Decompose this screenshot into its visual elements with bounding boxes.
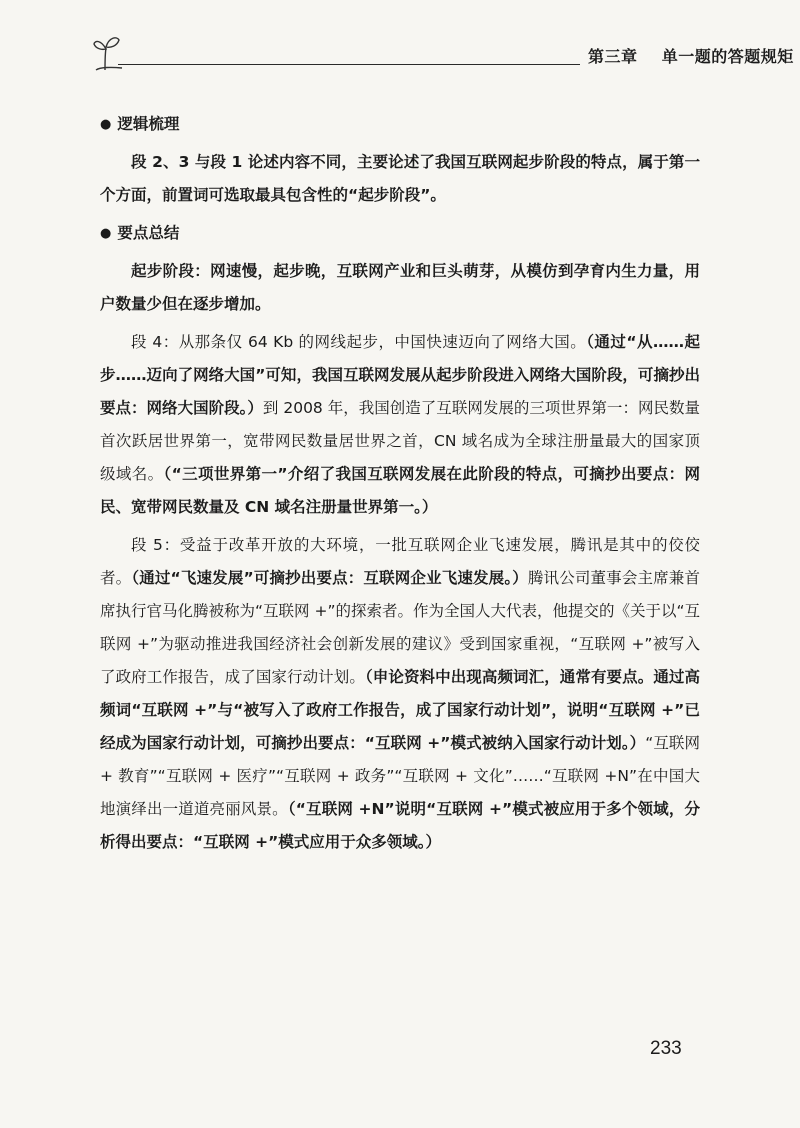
paragraph-4 xyxy=(100,326,700,524)
chapter-title: 单一题的答题规矩 xyxy=(661,47,794,66)
bullet-icon: ● xyxy=(100,226,112,241)
source-text: 段 5：受益于改革开放的大环境，一批互联网企业飞速发展，腾讯是其中的佼佼者。 xyxy=(100,536,700,587)
section-heading-logic xyxy=(100,108,700,141)
paragraph-logic: 段 2、3 与段 1 论述内容不同，主要论述了我国互联网起步阶段的特点，属于第一个方面，前置词可选取最具包含性的“起步阶段”。 xyxy=(100,153,700,204)
section-heading-summary xyxy=(100,217,700,250)
sprout-icon xyxy=(92,32,126,72)
paragraph-5 xyxy=(100,529,700,859)
annotation: （通过“飞速发展”可摘抄出要点：互联网企业飞速发展。） xyxy=(131,569,528,587)
source-text: 段 4：从那条仅 64 Kb 的网线起步，中国快速迈向了网络大国。 xyxy=(131,333,587,351)
page-body xyxy=(100,108,700,859)
annotation: （通过“从……起步……迈向了网络大国”可知，我国互联网发展从起步阶段进入网络大国阶段，可摘抄出要点：网络大国阶段。） xyxy=(100,333,700,417)
source-text: 腾讯公司董事会主席兼首席执行官马化腾被称为“互联网 +”的探索者。作为全国人大代表，他提交的《关于以“互联网 +”为驱动推进我国经济社会创新发展的建议》受到国家重视，“互联网 +”被写入了政府工作报告，成了国家行动计划。 xyxy=(100,569,701,686)
chapter-label: 第三章 xyxy=(588,47,638,66)
page-number: 233 xyxy=(650,1038,682,1059)
heading-text: 逻辑梳理 xyxy=(117,115,180,133)
heading-text: 要点总结 xyxy=(117,224,180,242)
header-rule xyxy=(118,64,580,65)
page-header xyxy=(88,30,794,76)
source-text: 到 2008 年，我国创造了互联网发展的三项世界第一：网民数量首次跃居世界第一，宽带网民数量居世界之首，CN 域名成为全球注册量最大的国家顶级域名。 xyxy=(100,399,700,483)
paragraph-summary: 起步阶段：网速慢，起步晚，互联网产业和巨头萌芽，从模仿到孕育内生力量，用户数量少但在逐步增加。 xyxy=(100,262,700,313)
source-text: “互联网 + 教育”“互联网 + 医疗”“互联网 + 政务”“互联网 + 文化”……“互联网 +N”在中国大地演绎出一道道亮丽风景。 xyxy=(100,734,701,818)
annotation: （“三项世界第一”介绍了我国互联网发展在此阶段的特点，可摘抄出要点：网民、宽带网民数量及 CN 域名注册量世界第一。） xyxy=(100,465,700,516)
running-header xyxy=(588,44,794,67)
bullet-icon: ● xyxy=(100,117,112,132)
annotation: （“互联网 +N”说明“互联网 +”模式被应用于多个领域，分析得出要点：“互联网 +”模式应用于众多领域。） xyxy=(100,800,700,851)
annotation: （申论资料中出现高频词汇，通常有要点。通过高频词“互联网 +”与“被写入了政府工作报告，成了国家行动计划”，说明“互联网 +”已经成为国家行动计划，可摘抄出要点：“互联网 +”模式被纳入国家行动计划。） xyxy=(100,668,700,752)
